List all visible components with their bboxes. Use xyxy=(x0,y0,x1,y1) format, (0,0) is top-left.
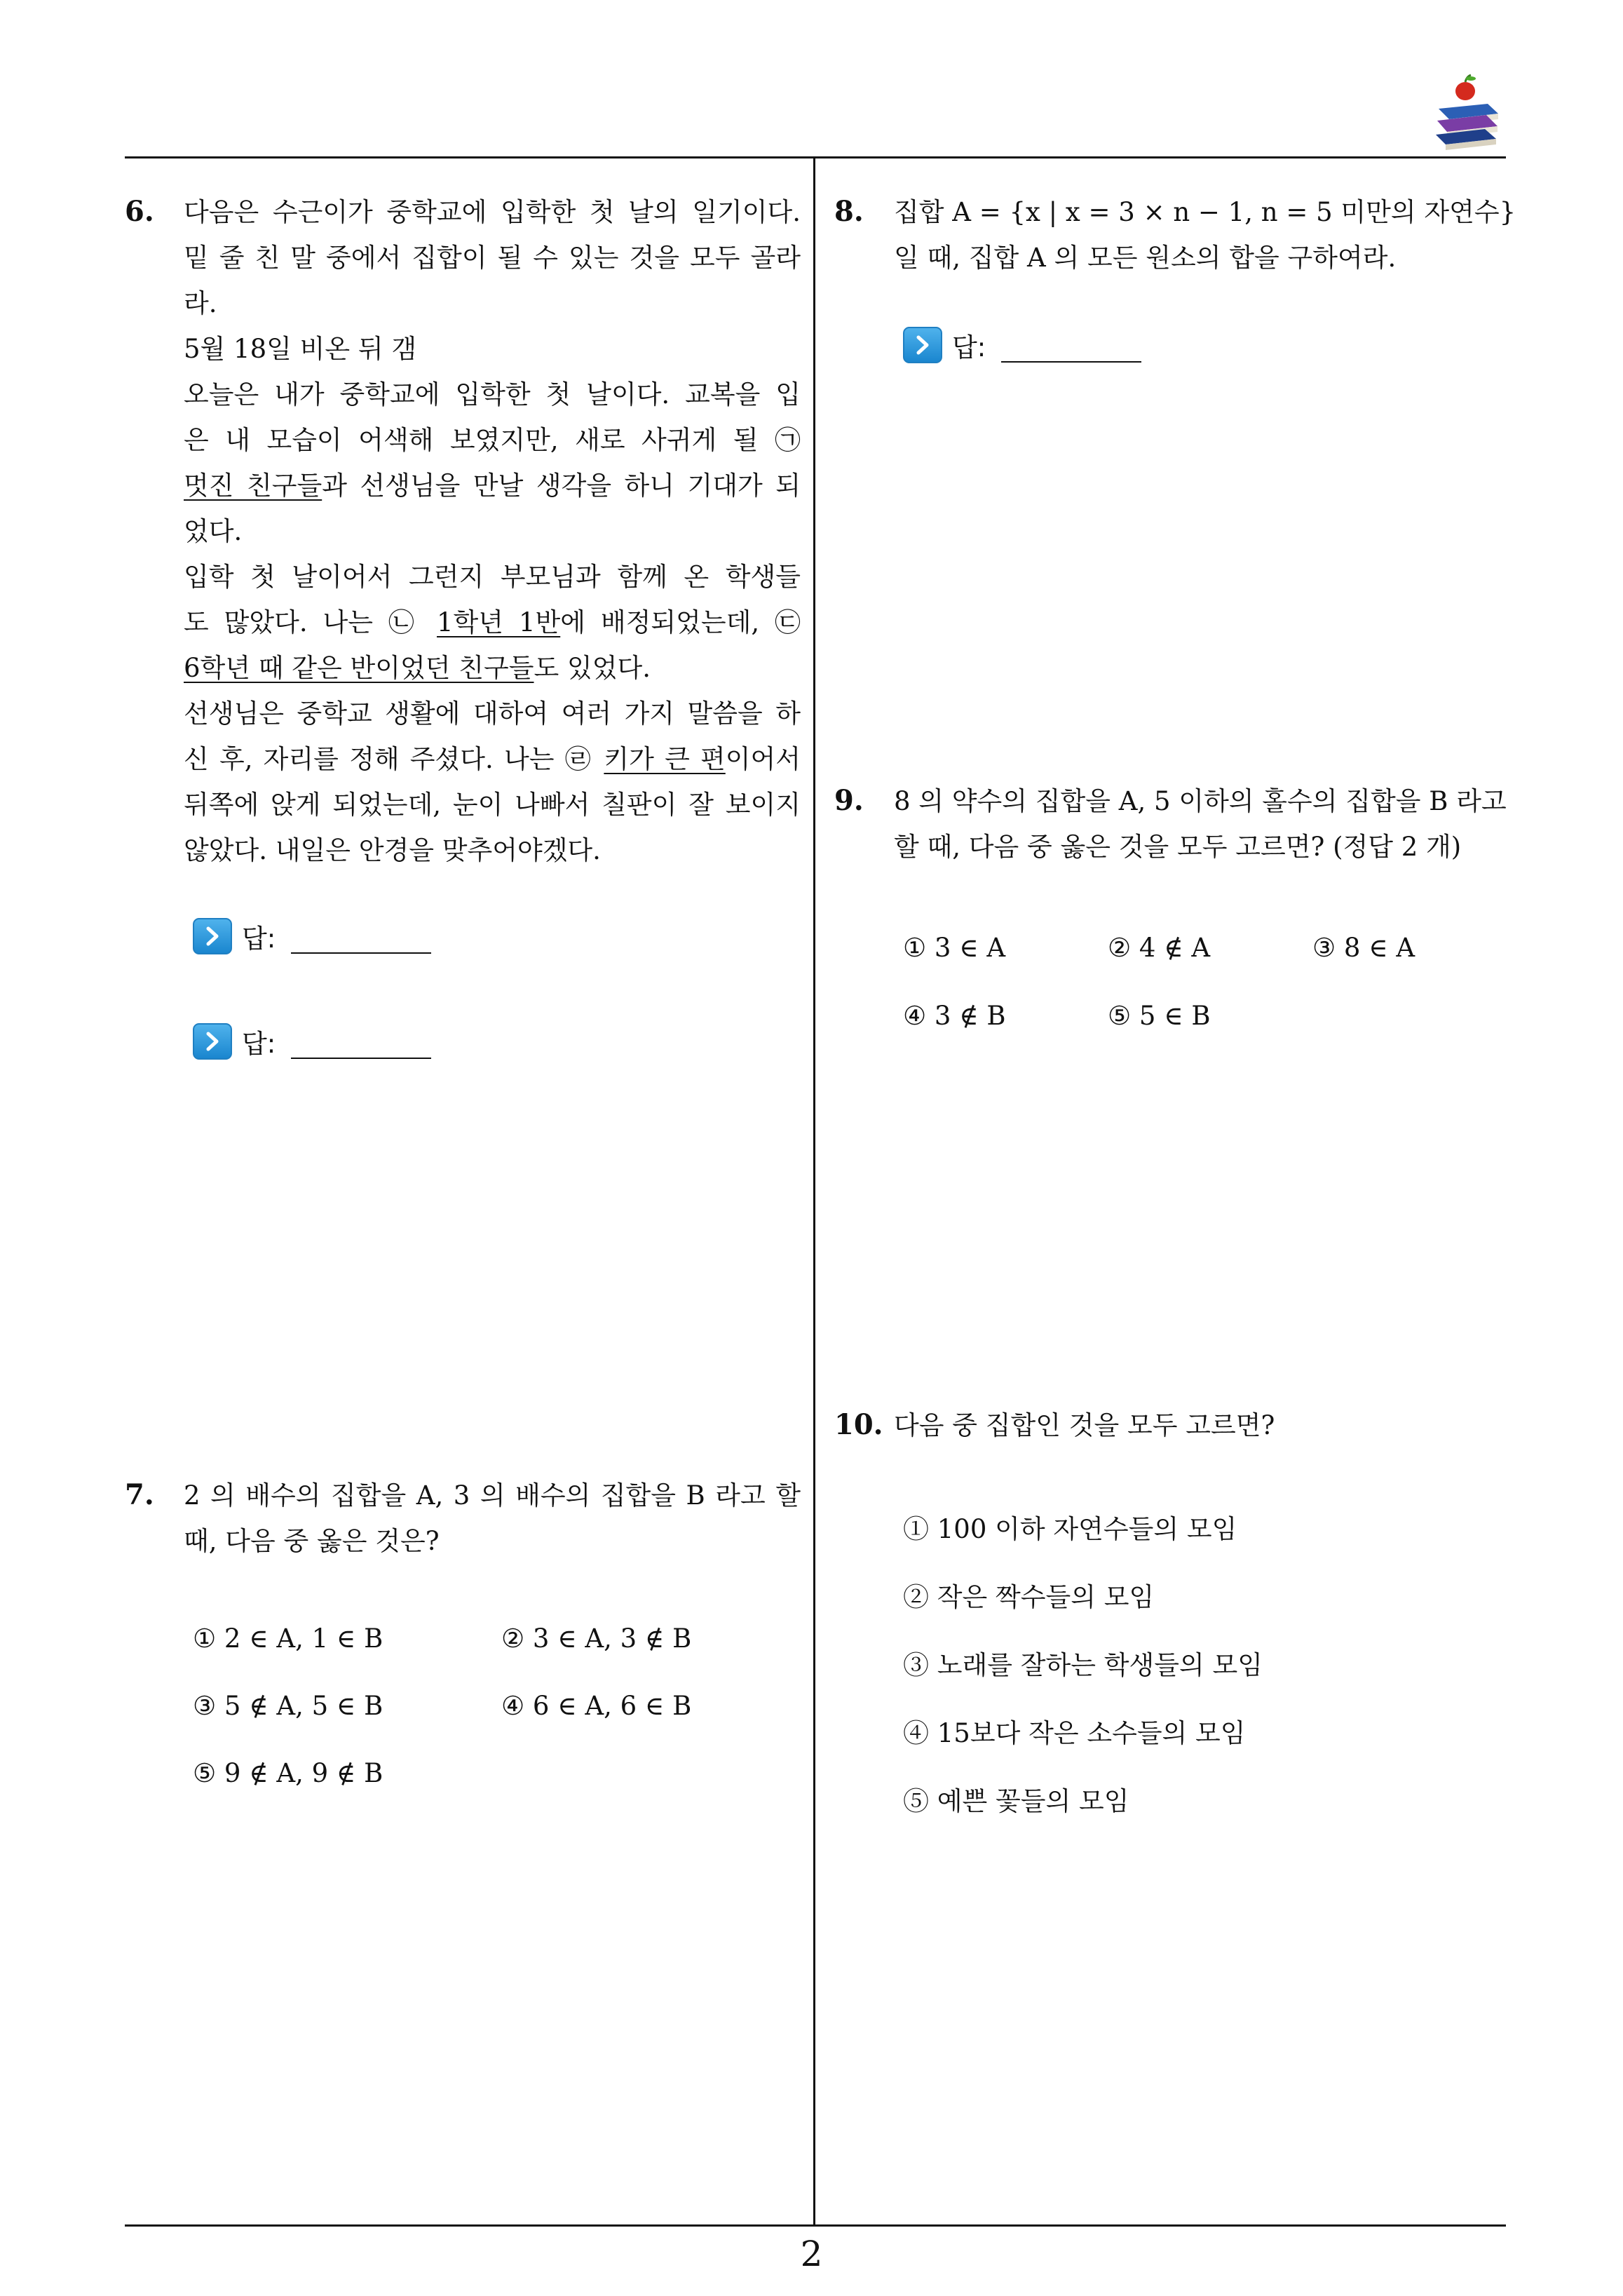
q9-option-2[interactable]: ② 4 ∉ A xyxy=(1108,933,1211,963)
column-divider xyxy=(813,158,815,2227)
q6-answer-row-2[interactable] xyxy=(193,1020,431,1062)
q6-line: 밑 줄 친 말 중에서 집합이 될 수 있는 것을 모두 골라 xyxy=(184,243,801,273)
q6-line: 신 후, 자리를 정해 주셨다. 나는 ㉣ 키가 큰 편이어서 xyxy=(184,744,801,774)
q8-number: 8. xyxy=(834,195,864,228)
q6-line: 오늘은 내가 중학교에 입학한 첫 날이다. 교복을 입 xyxy=(184,379,801,410)
answer-blank[interactable] xyxy=(1001,327,1141,363)
q10-option-1[interactable]: ① 100 이하 자연수들의 모임 xyxy=(903,1514,1237,1544)
page-number: 2 xyxy=(800,2234,823,2274)
q6-line: 선생님은 중학교 생활에 대하여 여러 가지 말씀을 하 xyxy=(184,698,801,729)
q6-underlined-a: 멋진 친구들 xyxy=(184,471,322,501)
q6-underlined-d: 키가 큰 편 xyxy=(604,744,726,774)
q8-answer-row[interactable] xyxy=(903,324,1141,366)
q6-line: 었다. xyxy=(184,516,243,546)
q9-option-3[interactable]: ③ 8 ∈ A xyxy=(1312,933,1415,963)
q7-line: 2 의 배수의 집합을 A, 3 의 배수의 집합을 B 라고 할 xyxy=(184,1480,801,1511)
answer-blank[interactable] xyxy=(291,919,431,954)
q7-option-3[interactable]: ③ 5 ∉ A, 5 ∈ B xyxy=(193,1691,383,1721)
q6-answer-row-1[interactable] xyxy=(193,915,431,957)
logo xyxy=(1432,70,1502,151)
q9-option-5[interactable]: ⑤ 5 ∈ B xyxy=(1108,1001,1211,1031)
header-rule xyxy=(125,156,1506,158)
q9-option-4[interactable]: ④ 3 ∉ B xyxy=(903,1001,1006,1031)
q6-line: 은 내 모습이 어색해 보였지만, 새로 사귀게 될 ㉠ xyxy=(184,425,801,455)
q6-text xyxy=(184,189,801,873)
footer-rule xyxy=(125,2224,1506,2227)
q6-line: 다음은 수근이가 중학교에 입학한 첫 날의 일기이다. xyxy=(184,197,801,227)
answer-label: 답: xyxy=(242,924,276,954)
q6-underlined-b: 1학년 1반 xyxy=(437,607,561,637)
q10-option-5[interactable]: ⑤ 예쁜 꽃들의 모임 xyxy=(903,1786,1129,1816)
q8-line: 일 때, 집합 A 의 모든 원소의 합을 구하여라. xyxy=(894,243,1397,273)
q6-line: 멋진 친구들과 선생님을 만날 생각을 하니 기대가 되 xyxy=(184,471,801,501)
q6-line: 입학 첫 날이어서 그런지 부모님과 함께 온 학생들 xyxy=(184,562,801,592)
q6-underlined-c: 6학년 때 같은 반이었던 친구들 xyxy=(184,653,534,683)
answer-blank[interactable] xyxy=(291,1024,431,1059)
q7-option-4[interactable]: ④ 6 ∈ A, 6 ∈ B xyxy=(501,1691,692,1721)
q10-text xyxy=(894,1403,1511,1448)
q8-text xyxy=(894,189,1516,281)
answer-label: 답: xyxy=(242,1029,276,1059)
q9-number: 9. xyxy=(834,784,864,817)
q10-option-3[interactable]: ③ 노래를 잘하는 학생들의 모임 xyxy=(903,1650,1263,1680)
q10-option-2[interactable]: ② 작은 짝수들의 모임 xyxy=(903,1582,1155,1612)
q6-line: 6학년 때 같은 반이었던 친구들도 있었다. xyxy=(184,653,651,683)
q6-line: 도 많았다. 나는 ㉡ 1학년 1반에 배정되었는데, ㉢ xyxy=(184,607,801,637)
answer-arrow-icon xyxy=(193,1023,232,1060)
q10-line: 다음 중 집합인 것을 모두 고르면? xyxy=(894,1410,1275,1440)
q9-option-1[interactable]: ① 3 ∈ A xyxy=(903,933,1006,963)
q7-option-1[interactable]: ① 2 ∈ A, 1 ∈ B xyxy=(193,1623,383,1654)
q7-text xyxy=(184,1473,801,1564)
q7-option-2[interactable]: ② 3 ∈ A, 3 ∉ B xyxy=(501,1623,692,1654)
q9-line: 할 때, 다음 중 옳은 것을 모두 고르면? (정답 2 개) xyxy=(894,832,1462,862)
q6-line: 라. xyxy=(184,288,217,318)
books-with-apple-icon xyxy=(1432,70,1502,151)
q8-line: 집합 A = {x | x = 3 × n − 1, n = 5 미만의 자연수} xyxy=(894,197,1516,227)
answer-arrow-icon xyxy=(193,918,232,954)
answer-label: 답: xyxy=(952,332,986,363)
q10-option-4[interactable]: ④ 15보다 작은 소수들의 모임 xyxy=(903,1718,1246,1748)
q7-line: 때, 다음 중 옳은 것은? xyxy=(184,1526,440,1556)
q7-number: 7. xyxy=(125,1478,154,1511)
q9-text xyxy=(894,778,1511,870)
q7-option-5[interactable]: ⑤ 9 ∉ A, 9 ∉ B xyxy=(193,1758,383,1788)
q6-line: 뒤쪽에 앉게 되었는데, 눈이 나빠서 칠판이 잘 보이지 xyxy=(184,790,801,820)
q10-number: 10. xyxy=(834,1408,883,1441)
q6-number: 6. xyxy=(125,195,154,228)
q9-line: 8 의 약수의 집합을 A, 5 이하의 홀수의 집합을 B 라고 xyxy=(894,786,1507,816)
q6-line: 않았다. 내일은 안경을 맞추어야겠다. xyxy=(184,835,601,865)
answer-arrow-icon xyxy=(903,327,942,363)
q6-diary-date: 5월 18일 비온 뒤 갬 xyxy=(184,334,417,364)
